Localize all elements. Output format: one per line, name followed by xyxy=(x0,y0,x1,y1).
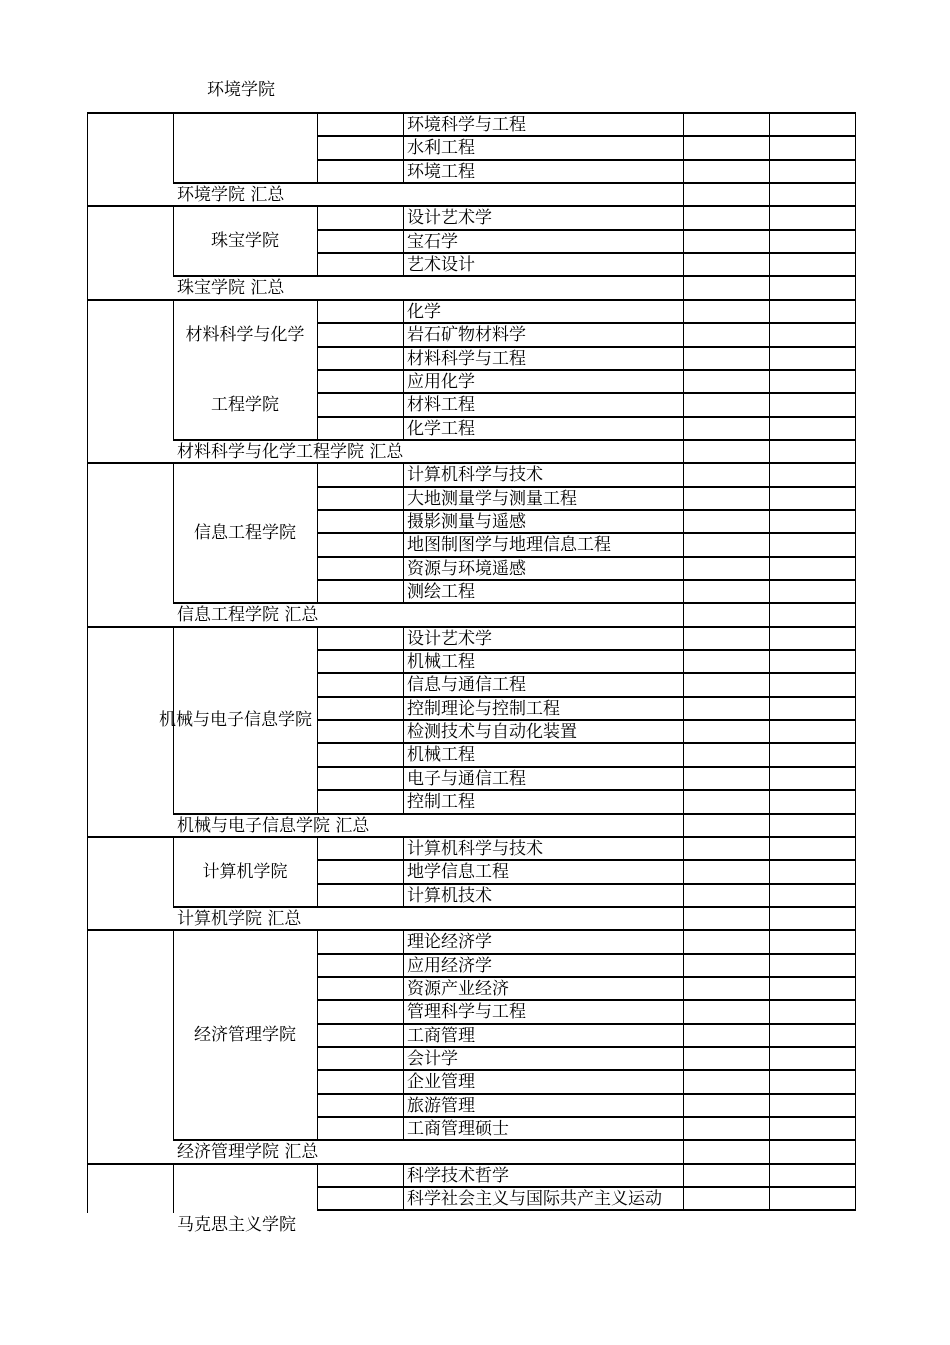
column-border xyxy=(769,1140,770,1164)
column-border xyxy=(769,183,770,206)
column-border xyxy=(769,930,770,1140)
major-cell: 计算机科学与技术 xyxy=(407,465,543,485)
major-row-top-border xyxy=(317,766,856,768)
major-row-top-border xyxy=(317,369,856,371)
major-cell: 应用经济学 xyxy=(407,956,492,976)
major-row-top-border xyxy=(317,486,856,488)
subtotal-label: 机械与电子信息学院 汇总 xyxy=(177,816,370,836)
college-name: 珠宝学院 xyxy=(211,231,279,251)
major-row-top-border xyxy=(317,346,856,348)
group-top-border xyxy=(87,1163,856,1165)
column-border xyxy=(769,814,770,837)
major-cell: 化学工程 xyxy=(407,419,475,439)
major-cell: 科学技术哲学 xyxy=(407,1166,509,1186)
major-row-top-border xyxy=(317,252,856,254)
column-border xyxy=(855,183,856,206)
column-border xyxy=(317,300,318,440)
major-row-top-border xyxy=(317,883,856,885)
major-cell: 大地测量学与测量工程 xyxy=(407,489,577,509)
group-top-border xyxy=(87,205,856,207)
major-row-top-border xyxy=(317,135,856,137)
major-cell: 摄影测量与遥感 xyxy=(407,512,526,532)
major-cell: 环境工程 xyxy=(407,162,475,182)
column-border xyxy=(403,627,404,814)
column-border xyxy=(855,440,856,463)
subtotal-label: 信息工程学院 汇总 xyxy=(177,605,319,625)
major-cell: 计算机技术 xyxy=(407,886,492,906)
column-border xyxy=(769,627,770,814)
major-cell: 资源与环境遥感 xyxy=(407,559,526,579)
subtotal-label: 材料科学与化学工程学院 汇总 xyxy=(177,442,404,462)
major-cell: 艺术设计 xyxy=(407,255,475,275)
major-row-bottom-border xyxy=(317,1209,856,1211)
column-border xyxy=(855,907,856,930)
group-left-border xyxy=(87,206,88,300)
page-title: 环境学院 xyxy=(207,80,275,100)
major-row-top-border xyxy=(317,649,856,651)
major-cell: 计算机科学与技术 xyxy=(407,839,543,859)
group-left-border xyxy=(87,1164,88,1213)
group-left-border xyxy=(87,463,88,627)
column-border xyxy=(317,463,318,603)
column-border xyxy=(317,206,318,276)
column-border xyxy=(403,206,404,276)
subtotal-label: 环境学院 汇总 xyxy=(177,185,285,205)
group-left-border xyxy=(87,113,88,206)
column-border xyxy=(683,206,684,276)
column-border xyxy=(683,1164,684,1210)
column-border xyxy=(317,113,318,183)
column-border xyxy=(317,627,318,814)
major-cell: 机械工程 xyxy=(407,652,475,672)
column-border xyxy=(683,183,684,206)
column-border xyxy=(855,837,856,907)
major-row-top-border xyxy=(317,556,856,558)
college-name: 机械与电子信息学院 xyxy=(159,710,312,730)
column-border xyxy=(683,440,684,463)
column-border xyxy=(769,603,770,627)
major-cell: 材料工程 xyxy=(407,395,475,415)
major-cell: 信息与通信工程 xyxy=(407,675,526,695)
major-cell: 水利工程 xyxy=(407,138,475,158)
college-name: 经济管理学院 xyxy=(194,1025,296,1045)
major-cell: 宝石学 xyxy=(407,232,458,252)
major-row-top-border xyxy=(317,322,856,324)
major-row-top-border xyxy=(317,789,856,791)
column-border xyxy=(683,603,684,627)
major-cell: 设计艺术学 xyxy=(407,208,492,228)
column-border xyxy=(855,276,856,300)
column-border xyxy=(683,463,684,603)
major-row-top-border xyxy=(317,159,856,161)
column-border xyxy=(769,113,770,183)
column-border xyxy=(317,837,318,907)
column-border xyxy=(683,113,684,183)
column-border xyxy=(769,440,770,463)
major-cell: 电子与通信工程 xyxy=(407,769,526,789)
major-row-top-border xyxy=(317,672,856,674)
column-border xyxy=(769,463,770,603)
major-cell: 岩石矿物材料学 xyxy=(407,325,526,345)
group-top-border xyxy=(87,929,856,931)
major-cell: 控制工程 xyxy=(407,792,475,812)
major-cell: 测绘工程 xyxy=(407,582,475,602)
group-left-border xyxy=(87,837,88,930)
group-top-border xyxy=(87,112,856,114)
college-name-line-1: 材料科学与化学 xyxy=(185,325,305,345)
column-border xyxy=(769,206,770,276)
column-border xyxy=(683,930,684,1140)
major-row-top-border xyxy=(317,416,856,418)
column-border xyxy=(769,300,770,440)
college-name: 信息工程学院 xyxy=(194,523,296,543)
column-border xyxy=(683,907,684,930)
major-row-top-border xyxy=(317,579,856,581)
column-border xyxy=(403,113,404,183)
major-cell: 科学社会主义与国际共产主义运动 xyxy=(407,1189,662,1209)
major-row-top-border xyxy=(317,392,856,394)
footer-college-label: 马克思主义学院 xyxy=(177,1215,296,1235)
column-border xyxy=(683,814,684,837)
column-border xyxy=(403,930,404,1140)
column-border xyxy=(855,814,856,837)
major-row-top-border xyxy=(317,1046,856,1048)
major-row-top-border xyxy=(317,742,856,744)
column-border xyxy=(769,907,770,930)
group-left-border xyxy=(87,930,88,1164)
major-cell: 管理科学与工程 xyxy=(407,1002,526,1022)
column-border xyxy=(683,300,684,440)
major-cell: 旅游管理 xyxy=(407,1096,475,1116)
subtotal-label: 经济管理学院 汇总 xyxy=(177,1142,319,1162)
group-top-border xyxy=(87,299,856,301)
column-border xyxy=(855,627,856,814)
column-border xyxy=(855,463,856,603)
major-row-top-border xyxy=(317,953,856,955)
major-cell: 环境科学与工程 xyxy=(407,115,526,135)
major-cell: 材料科学与工程 xyxy=(407,349,526,369)
column-border xyxy=(683,837,684,907)
column-border xyxy=(403,300,404,440)
column-border xyxy=(403,837,404,907)
college-name-line-2: 工程学院 xyxy=(211,395,279,415)
column-border xyxy=(769,276,770,300)
major-row-top-border xyxy=(317,999,856,1001)
major-cell: 化学 xyxy=(407,302,441,322)
column-border xyxy=(683,1140,684,1164)
column-border xyxy=(317,1164,318,1210)
major-row-top-border xyxy=(317,859,856,861)
column-border xyxy=(403,463,404,603)
column-border xyxy=(683,627,684,814)
subtotal-label: 珠宝学院 汇总 xyxy=(177,278,285,298)
college-cell-border xyxy=(173,300,174,440)
column-border xyxy=(855,930,856,1140)
college-cell-border xyxy=(173,1164,174,1213)
major-cell: 机械工程 xyxy=(407,745,475,765)
column-border xyxy=(317,930,318,1140)
major-cell: 企业管理 xyxy=(407,1072,475,1092)
major-row-top-border xyxy=(317,976,856,978)
column-border xyxy=(683,276,684,300)
major-row-top-border xyxy=(317,1069,856,1071)
major-row-top-border xyxy=(317,719,856,721)
major-cell: 控制理论与控制工程 xyxy=(407,699,560,719)
column-border xyxy=(855,113,856,183)
major-cell: 会计学 xyxy=(407,1049,458,1069)
major-cell: 工商管理 xyxy=(407,1026,475,1046)
major-row-top-border xyxy=(317,1093,856,1095)
major-row-top-border xyxy=(317,696,856,698)
subtotal-label: 计算机学院 汇总 xyxy=(177,909,302,929)
major-row-top-border xyxy=(317,229,856,231)
group-top-border xyxy=(87,462,856,464)
major-row-top-border xyxy=(317,1116,856,1118)
column-border xyxy=(855,206,856,276)
major-row-top-border xyxy=(317,1023,856,1025)
column-border xyxy=(855,1164,856,1210)
major-cell: 工商管理硕士 xyxy=(407,1119,509,1139)
college-cell-border xyxy=(173,113,174,183)
group-left-border xyxy=(87,300,88,463)
major-row-top-border xyxy=(317,509,856,511)
column-border xyxy=(769,837,770,907)
major-cell: 理论经济学 xyxy=(407,932,492,952)
group-top-border xyxy=(87,626,856,628)
column-border xyxy=(403,1164,404,1210)
column-border xyxy=(769,1164,770,1210)
major-cell: 地图制图学与地理信息工程 xyxy=(407,535,611,555)
column-border xyxy=(855,300,856,440)
major-cell: 地学信息工程 xyxy=(407,862,509,882)
group-left-border xyxy=(87,627,88,837)
column-border xyxy=(855,603,856,627)
major-cell: 资源产业经济 xyxy=(407,979,509,999)
major-cell: 检测技术与自动化装置 xyxy=(407,722,577,742)
column-border xyxy=(855,1140,856,1164)
major-cell: 应用化学 xyxy=(407,372,475,392)
major-cell: 设计艺术学 xyxy=(407,629,492,649)
college-name: 计算机学院 xyxy=(202,862,288,882)
group-top-border xyxy=(87,836,856,838)
